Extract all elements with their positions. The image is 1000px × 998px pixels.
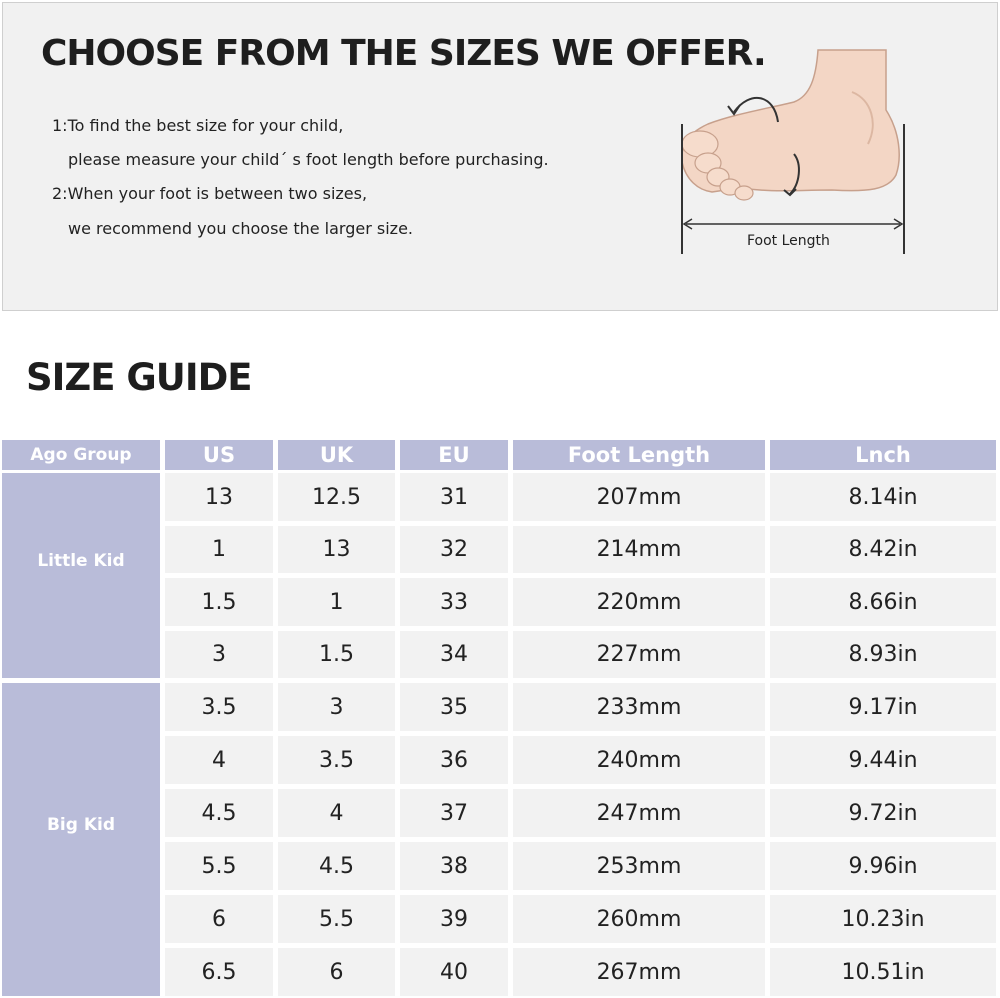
table-cell-inch: 9.17in xyxy=(770,683,996,731)
column-header-us: US xyxy=(165,440,273,473)
group-label-little-kid: Little Kid xyxy=(2,473,160,678)
table-cell-us: 6 xyxy=(165,895,273,943)
table-cell-us: 13 xyxy=(165,473,273,521)
table-cell-us: 4.5 xyxy=(165,789,273,837)
table-cell-eu: 38 xyxy=(400,842,508,890)
table-cell-foot-length: 220mm xyxy=(513,578,765,626)
tip-line-2: please measure your child´ s foot length before purchasing. xyxy=(68,150,549,169)
table-cell-inch: 10.51in xyxy=(770,948,996,996)
table-cell-eu: 32 xyxy=(400,526,508,573)
table-cell-inch: 8.42in xyxy=(770,526,996,573)
column-header-foot-length: Foot Length xyxy=(513,440,765,473)
table-cell-inch: 8.14in xyxy=(770,473,996,521)
table-cell-us: 1.5 xyxy=(165,578,273,626)
table-cell-foot-length: 214mm xyxy=(513,526,765,573)
table-cell-eu: 39 xyxy=(400,895,508,943)
table-cell-foot-length: 267mm xyxy=(513,948,765,996)
table-cell-us: 3.5 xyxy=(165,683,273,731)
table-cell-foot-length: 227mm xyxy=(513,631,765,678)
table-cell-eu: 34 xyxy=(400,631,508,678)
table-cell-eu: 35 xyxy=(400,683,508,731)
table-cell-inch: 10.23in xyxy=(770,895,996,943)
table-cell-uk: 6 xyxy=(278,948,395,996)
table-cell-eu: 36 xyxy=(400,736,508,784)
group-label-big-kid: Big Kid xyxy=(2,683,160,996)
column-header-eu: EU xyxy=(400,440,508,473)
table-cell-inch: 8.66in xyxy=(770,578,996,626)
size-table xyxy=(0,438,1000,998)
column-header-uk: UK xyxy=(278,440,395,473)
table-cell-eu: 31 xyxy=(400,473,508,521)
tip-line-1: 1:To find the best size for your child, xyxy=(52,116,344,135)
table-cell-uk: 13 xyxy=(278,526,395,573)
table-cell-foot-length: 260mm xyxy=(513,895,765,943)
table-cell-uk: 1.5 xyxy=(278,631,395,678)
intro-headline: CHOOSE FROM THE SIZES WE OFFER. xyxy=(41,33,766,74)
table-cell-us: 4 xyxy=(165,736,273,784)
column-header-inch: Lnch xyxy=(770,440,996,473)
table-cell-us: 6.5 xyxy=(165,948,273,996)
table-cell-inch: 9.96in xyxy=(770,842,996,890)
table-cell-us: 1 xyxy=(165,526,273,573)
table-cell-inch: 9.44in xyxy=(770,736,996,784)
foot-length-caption: Foot Length xyxy=(747,233,830,249)
table-cell-uk: 1 xyxy=(278,578,395,626)
table-cell-uk: 4.5 xyxy=(278,842,395,890)
tip-line-3: 2:When your foot is between two sizes, xyxy=(52,184,368,203)
table-cell-eu: 37 xyxy=(400,789,508,837)
table-cell-eu: 40 xyxy=(400,948,508,996)
table-cell-foot-length: 240mm xyxy=(513,736,765,784)
table-cell-uk: 12.5 xyxy=(278,473,395,521)
tip-line-4: we recommend you choose the larger size. xyxy=(68,219,413,238)
table-cell-foot-length: 233mm xyxy=(513,683,765,731)
table-cell-uk: 5.5 xyxy=(278,895,395,943)
size-guide-title: SIZE GUIDE xyxy=(26,356,252,399)
table-cell-us: 3 xyxy=(165,631,273,678)
table-cell-foot-length: 207mm xyxy=(513,473,765,521)
table-cell-inch: 8.93in xyxy=(770,631,996,678)
table-cell-uk: 3 xyxy=(278,683,395,731)
table-cell-foot-length: 253mm xyxy=(513,842,765,890)
column-header-age-group: Ago Group xyxy=(2,440,160,473)
table-cell-inch: 9.72in xyxy=(770,789,996,837)
table-cell-uk: 4 xyxy=(278,789,395,837)
table-cell-foot-length: 247mm xyxy=(513,789,765,837)
table-cell-eu: 33 xyxy=(400,578,508,626)
table-cell-uk: 3.5 xyxy=(278,736,395,784)
foot-measure-illustration xyxy=(672,40,912,260)
foot-icon xyxy=(682,50,899,200)
table-cell-us: 5.5 xyxy=(165,842,273,890)
